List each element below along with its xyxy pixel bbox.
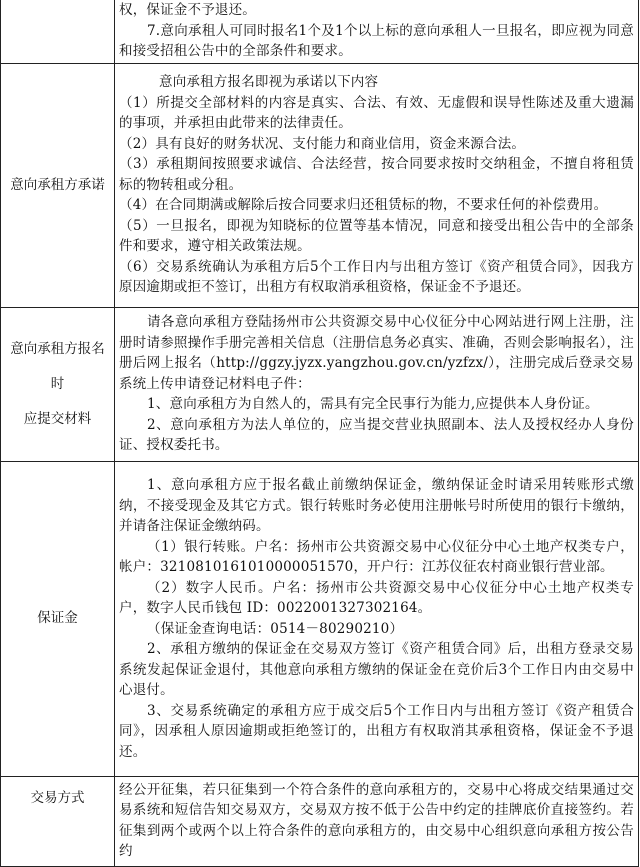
- paragraph: （1）所提交全部材料的内容是真实、合法、有效、无虚假和误导性陈述及重大遗漏的事项，并承担由此带来的法律责任。: [119, 94, 634, 132]
- row-label-registration-materials: [1, 307, 115, 461]
- paragraph: 2、意向承租方为法人单位的，应当提交营业执照副本、法人及授权经办人身份证、授权委托书。: [119, 416, 634, 454]
- row-label-empty: [1, 0, 115, 63]
- paragraph: （3）承租期间按照要求诚信、合法经营，按合同要求按时交纳租金，不擅自将租赁标的物转租或分租。: [119, 156, 634, 193]
- table-row-commitment: [1, 63, 639, 307]
- paragraph: 7.意向承租人可同时报名1个及1个以上标的意向承租人一旦报名，即应视为同意和接受招租公告中的全部条件和要求。: [119, 22, 634, 59]
- table-row-continuation: [1, 0, 639, 63]
- label-line: 意向承租方报名: [10, 340, 105, 357]
- paragraph: 3、交易系统确定的承租方应于成交后5个工作日内与出租方签订《资产租赁合同》，因承租人原因逾期或拒绝签订的，出租方有权取消其承租资格，保证金不予退还。: [119, 702, 634, 760]
- paragraph: 2、承租方缴纳的保证金在交易双方签订《资产租赁合同》后，出租方登录交易系统发起保证金退付，其他意向承租方缴纳的保证金在竞价后3个工作日内由交易中心退付。: [119, 641, 634, 698]
- row-label-commitment: 意向承租方承诺: [1, 63, 115, 307]
- row-label-deposit: 保证金: [1, 461, 115, 776]
- paragraph: 权，保证金不予退还。: [119, 2, 256, 18]
- table-row-deposit: [1, 461, 639, 776]
- row-label-trading-method: 交易方式: [1, 776, 115, 866]
- row-content-commitment: [115, 63, 639, 307]
- paragraph: 经公开征集，若只征集到一个符合条件的意向承租方的，交易中心将成交结果通过交易系统和短信告知交易双方，交易双方按不低于公告中约定的挂牌底价直接签约。若征集到两个或两个以上符合条件的意向承租方的，由交易中心组织意向承租方按公告约: [119, 781, 634, 859]
- table-row-trading-method: [1, 776, 639, 866]
- paragraph: （1）银行转账。户名：扬州市公共资源交易中心仪征分中心土地产权类专户，帐户：3210810161010000051570，开户行：江苏仪征农村商业银行营业部。: [119, 538, 634, 575]
- paragraph: （2）数字人民币。户名：扬州市公共资源交易中心仪征分中心土地产权类专户，数字人民币钱包 ID：0022001327302164。: [119, 579, 634, 616]
- row-content-trading-method: [115, 776, 639, 866]
- label-line: 时: [50, 375, 65, 392]
- label-line: 应提交材料: [23, 410, 92, 427]
- row-content-continuation: [115, 0, 639, 63]
- paragraph: 1、意向承租方为自然人的，需具有完全民事行为能力,应提供本人身份证。: [147, 396, 599, 413]
- paragraph: （6）交易系统确认为承租方后5个工作日内与出租方签订《资产租赁合同》，因我方原因逾期或拒不签订，出租方有权取消承租资格，保证金不予退还。: [119, 258, 634, 296]
- paragraph: 意向承租方报名即视为承诺以下内容: [159, 74, 379, 91]
- row-content-registration-materials: [115, 307, 639, 461]
- paragraph: （5）一旦报名，即视为知晓标的位置等基本情况，同意和接受出租公告中的全部条件和要求，遵守相关政策法规。: [119, 217, 634, 255]
- table-row-registration-materials: [1, 307, 639, 461]
- paragraph: 1、意向承租方应于报名截止前缴纳保证金，缴纳保证金时请采用转账形式缴纳，不接受现金及其它方式。银行转账时务必使用注册帐号时所使用的银行卡缴纳，并请备注保证金缴纳码。: [119, 477, 634, 534]
- paragraph: （保证金查询电话：0514－80290210）: [147, 620, 404, 637]
- paragraph: （4）在合同期满或解除后按合同要求归还租赁标的物，不要求任何的补偿费用。: [119, 197, 608, 214]
- paragraph: （2）具有良好的财务状况、支付能力和商业信用，资金来源合法。: [119, 135, 526, 152]
- row-content-deposit: [115, 461, 639, 776]
- paragraph: 请各意向承租方登陆扬州市公共资源交易中心仪征分中心网站进行网上注册，注册时请参照操作手册完善相关信息（注册信息务必真实、准确，否则会影响报名），注册后网上报名（http://ggzy.jyzx.yangzhou.gov.cn/yzfzx/），注册完成后登录交易系统上传申请登记材料电子件：: [119, 314, 634, 392]
